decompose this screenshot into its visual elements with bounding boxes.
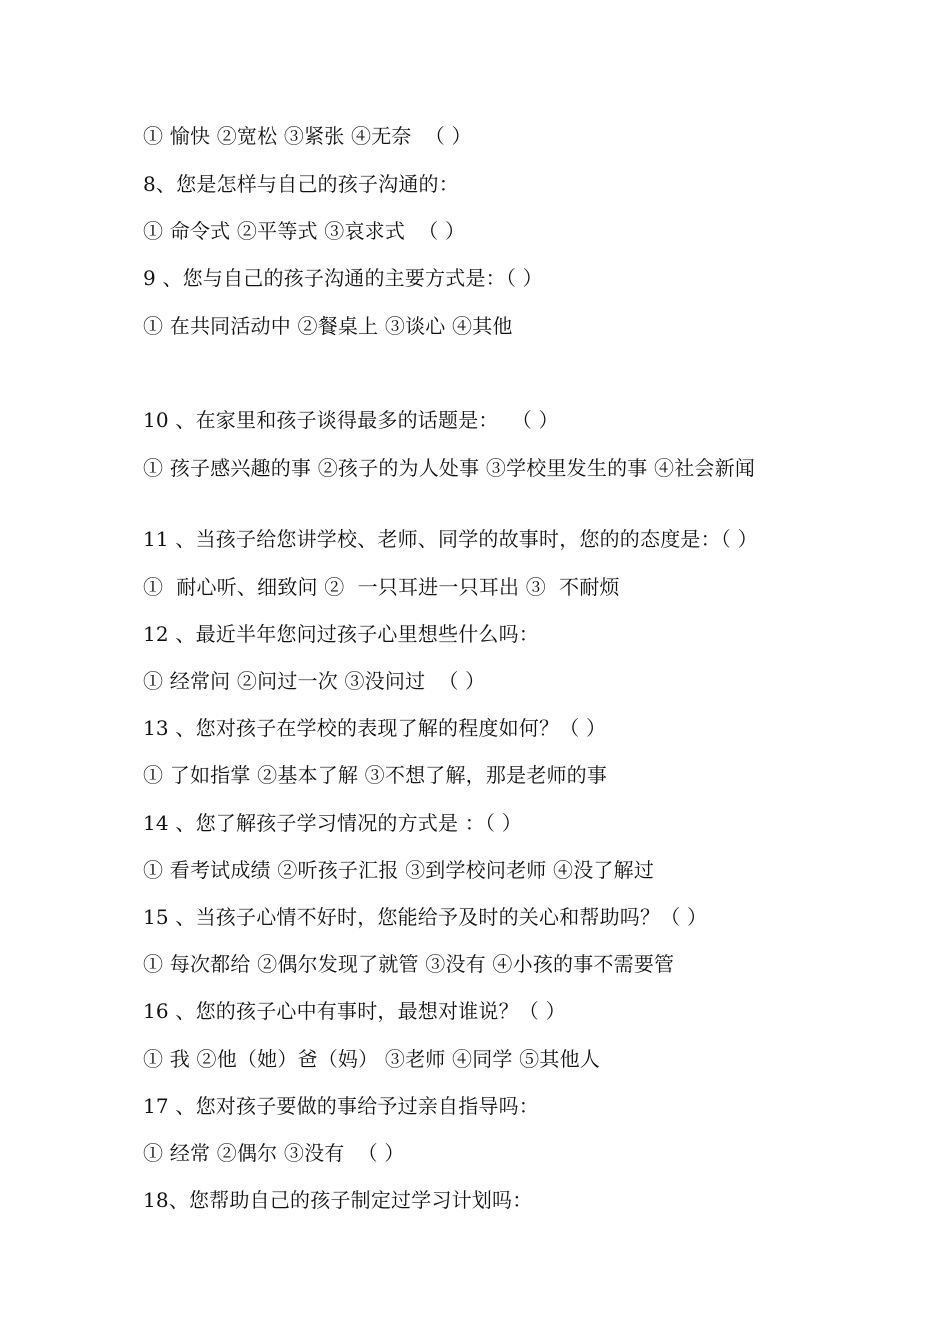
question-15: 15 、当孩子心情不好时，您能给予及时的关心和帮助吗？（ ）	[143, 905, 708, 929]
question-18: 18、您帮助自己的孩子制定过学习计划吗：	[143, 1188, 533, 1212]
answer-options-q17: ① 经常 ②偶尔 ③没有 （ ）	[143, 1141, 405, 1165]
question-17: 17 、您对孩子要做的事给予过亲自指导吗：	[143, 1094, 540, 1118]
question-11: 11 、当孩子给您讲学校、老师、同学的故事时，您的的态度是：（ ）	[143, 527, 758, 551]
answer-options-q9: ① 在共同活动中 ②餐桌上 ③谈心 ④其他	[143, 314, 513, 338]
answer-options-q15: ① 每次都给 ②偶尔发现了就管 ③没有 ④小孩的事不需要管	[143, 952, 675, 976]
question-12: 12 、最近半年您问过孩子心里想些什么吗：	[143, 622, 540, 646]
question-9: 9 、您与自己的孩子沟通的主要方式是：（ ）	[143, 266, 543, 290]
answer-options-q8: ① 命令式 ②平等式 ③哀求式 （ ）	[143, 219, 466, 243]
question-13: 13 、您对孩子在学校的表现了解的程度如何？（ ）	[143, 716, 607, 740]
question-10: 10 、在家里和孩子谈得最多的话题是： （ ）	[143, 408, 559, 432]
question-8: 8、您是怎样与自己的孩子沟通的：	[143, 172, 459, 196]
answer-options-q16: ① 我 ②他（她）爸（妈） ③老师 ④同学 ⑤其他人	[143, 1047, 600, 1071]
question-14: 14 、您了解孩子学习情况的方式是 ：（ ）	[143, 811, 522, 835]
answer-options-q11: ① 耐心听、细致问 ② 一只耳进一只耳出 ③ 不耐烦	[143, 575, 620, 599]
answer-options-q14: ① 看考试成绩 ②听孩子汇报 ③到学校问老师 ④没了解过	[143, 858, 655, 882]
answer-options-q13: ① 了如指掌 ②基本了解 ③不想了解，那是老师的事	[143, 763, 608, 787]
answer-options-q10: ① 孩子感兴趣的事 ②孩子的为人处事 ③学校里发生的事 ④社会新闻	[143, 456, 756, 480]
answer-options-q12: ① 经常问 ②问过一次 ③没问过 （ ）	[143, 669, 486, 693]
answer-options-q7: ① 愉快 ②宽松 ③紧张 ④无奈 （ ）	[143, 124, 472, 148]
question-16: 16 、您的孩子心中有事时，最想对谁说？（ ）	[143, 999, 566, 1023]
